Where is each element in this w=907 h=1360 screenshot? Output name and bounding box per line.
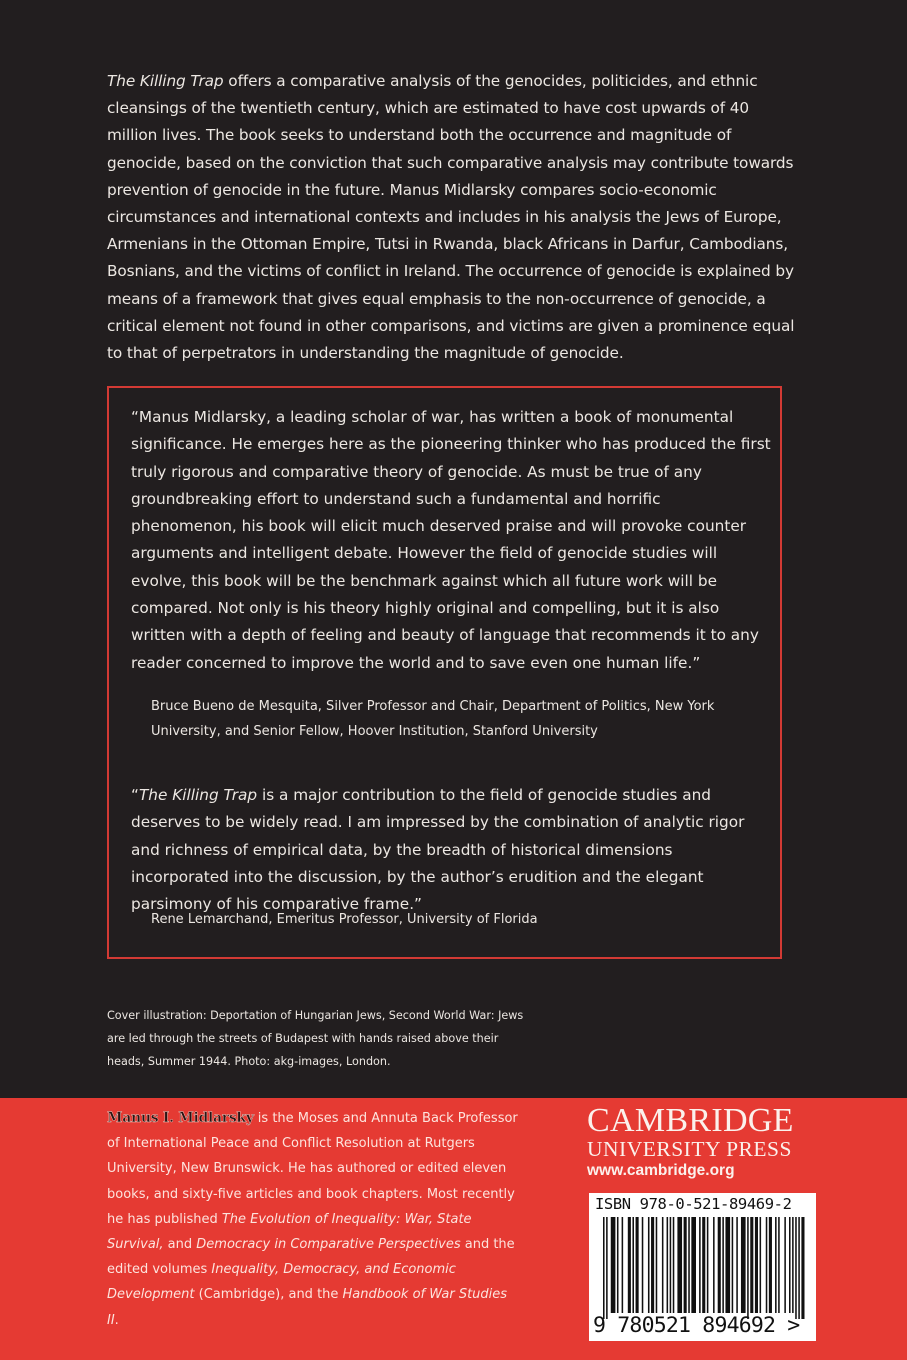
author-bio: Manus I. Midlarsky is the Moses and Annuta Back Professor of International Peace and Conflict Resolution at Rutgers University, New Brunswick. He has authored or edited eleven books, and sixty-five articles and book chapters. Most recently he has published The Evolution of Inequality: War, State Survival, and Democracy in Comparative Perspectives and the edited volumes Inequality, Democracy, and Economic Development (Cambridge), and the Handbook of War Studies II.	[107, 1110, 518, 1328]
isbn-label: ISBN 978-0-521-89469-2	[595, 1195, 792, 1213]
quote-title-italic: The Killing Trap	[138, 786, 258, 804]
description-body: offers a comparative analysis of the genocides, politicides, and ethnic cleansings of the twentieth century, which are estimated to have cost upwards of 40 million lives. The book seeks to understand both the occurrence and magnitude of genocide, based on the conviction that such comparative analysis may contribute towards prevention of genocide in the future. Manus Midlarsky compares socio-economic circumstances and international contexts and includes in his analysis the Jews of Europe, Armenians in the Ottoman Empire, Tutsi in Rwanda, black Africans in Darfur, Cambodians, Bosnians, and the victims of conflict in Ireland. The occurrence of genocide is explained by means of a framework that gives equal emphasis to the non-occurrence of genocide, a critical element not found in other comparisons, and victims are given a prominence equal to that of perpetrators in understanding the magnitude of genocide.	[107, 72, 795, 363]
publisher-logo	[587, 1104, 817, 1182]
book-title-italic: The Killing Trap	[107, 72, 224, 90]
endorsement-quote-2: “The Killing Trap is a major contribution to the field of genocide studies and deserves to be widely read. I am impressed by the combination of analytic rigor and richness of empirical data, by the breadth of historical dimensions incorporated into the discussion, by the author’s erudition and the elegant parsimony of his comparative frame.”	[131, 786, 745, 914]
isbn-barcode	[589, 1193, 816, 1341]
endorsement-attribution-1: Bruce Bueno de Mesquita, Silver Professor and Chair, Department of Politics, New York University, and Senior Fellow, Hoover Institution, Stanford University	[151, 699, 715, 739]
back-cover-red-panel	[0, 1098, 907, 1360]
publisher-name: CAMBRIDGE	[587, 1102, 794, 1139]
book-description	[107, 68, 797, 367]
publisher-url[interactable]: www.cambridge.org	[587, 1162, 735, 1179]
endorsement-attribution-2: Rene Lemarchand, Emeritus Professor, University of Florida	[151, 912, 538, 927]
cover-credit: Cover illustration: Deportation of Hungarian Jews, Second World War: Jews are led through the streets of Budapest with hands raised above their heads, Summer 1944. Photo: akg-images, London.	[107, 1009, 524, 1068]
publisher-subname: UNIVERSITY PRESS	[587, 1137, 792, 1161]
barcode-digits: 9 780521 894692 >	[593, 1313, 800, 1338]
endorsement-quote-1: “Manus Midlarsky, a leading scholar of war, has written a book of monumental significance. He emerges here as the pioneering thinker who has produced the first truly rigorous and comparative theory of genocide. As must be true of any groundbreaking effort to understand such a fundamental and horrific phenomenon, his book will elicit much deserved praise and will provoke counter arguments and intelligent debate. However the field of genocide studies will evolve, this book will be the benchmark against which all future work will be compared. Not only is his theory highly original and compelling, but it is also written with a depth of feeling and beauty of language that recommends it to any reader concerned to improve the world and to save even one human life.”	[131, 408, 771, 672]
author-name: Manus I. Midlarsky	[107, 1110, 254, 1126]
endorsements-box	[107, 386, 782, 959]
